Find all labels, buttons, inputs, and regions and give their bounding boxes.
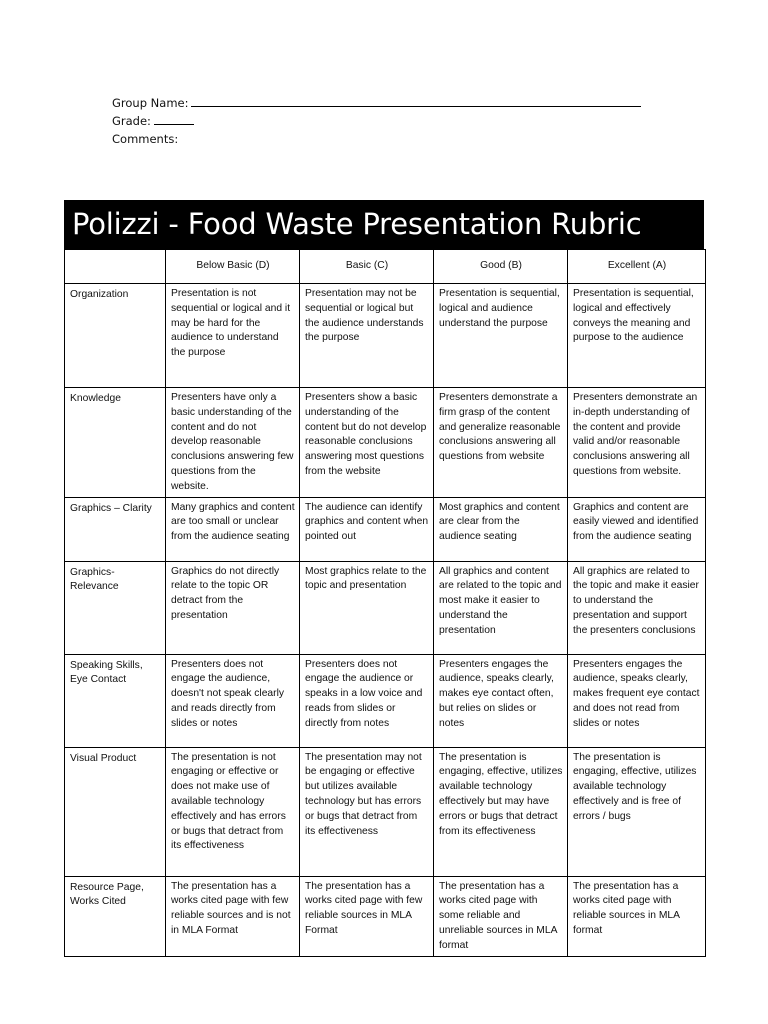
grade-label: Grade: (112, 114, 151, 128)
rubric-cell: Most graphics relate to the topic and presentation (300, 561, 434, 654)
table-row (65, 497, 706, 561)
rubric-cell: The presentation has a works cited page with few reliable sources in MLA Format (300, 876, 434, 956)
criterion-cell: Visual Product (65, 747, 166, 876)
group-name-field (112, 94, 641, 112)
group-name-label: Group Name: (112, 96, 189, 110)
table-header-row (65, 250, 706, 284)
column-header-basic: Basic (C) (300, 250, 434, 284)
rubric-cell: Many graphics and content are too small or unclear from the audience seating (166, 497, 300, 561)
rubric-cell: Presentation is sequential, logical and audience understand the purpose (434, 284, 568, 388)
rubric-cell: Most graphics and content are clear from the audience seating (434, 497, 568, 561)
rubric-cell: All graphics and content are related to the topic and most make it easier to understand the presentation (434, 561, 568, 654)
rubric-cell: Presenters demonstrate an in-depth understanding of the content and provide valid and/or reasonable conclusions answering all questions from website. (568, 388, 706, 498)
table-row (65, 388, 706, 498)
grade-field (112, 112, 641, 130)
criterion-cell: Knowledge (65, 388, 166, 498)
rubric (64, 200, 704, 957)
table-row (65, 654, 706, 747)
rubric-cell: The presentation is not engaging or effective or does not make use of available technology effectively and has errors or bugs that detract from its effectiveness (166, 747, 300, 876)
grade-blank[interactable] (154, 112, 194, 125)
rubric-cell: Presenters does not engage the audience, doesn't not speak clearly and reads directly from slides or notes (166, 654, 300, 747)
rubric-cell: The presentation may not be engaging or effective but utilizes available technology but has errors or bugs that detract from its effectiveness (300, 747, 434, 876)
comments-label: Comments: (112, 132, 179, 146)
criterion-cell: Organization (65, 284, 166, 388)
rubric-cell: Presentation is sequential, logical and effectively conveys the meaning and purpose to the audience (568, 284, 706, 388)
criterion-cell: Speaking Skills, Eye Contact (65, 654, 166, 747)
rubric-cell: Graphics do not directly relate to the topic OR detract from the presentation (166, 561, 300, 654)
criterion-cell: Resource Page, Works Cited (65, 876, 166, 956)
table-row (65, 747, 706, 876)
rubric-cell: All graphics are related to the topic and make it easier to understand the presentation and support the presenters conclusions (568, 561, 706, 654)
rubric-cell: Presenters engages the audience, speaks clearly, makes frequent eye contact and does not read from slides or notes (568, 654, 706, 747)
comments-field (112, 130, 641, 148)
column-header-criteria (65, 250, 166, 284)
header-fields (112, 94, 641, 148)
table-row (65, 561, 706, 654)
rubric-cell: Graphics and content are easily viewed and identified from the audience seating (568, 497, 706, 561)
rubric-cell: Presenters engages the audience, speaks clearly, makes eye contact often, but relies on slides or notes (434, 654, 568, 747)
rubric-cell: Presenters have only a basic understanding of the content and do not develop reasonable conclusions answering few questions from the website. (166, 388, 300, 498)
rubric-cell: The presentation has a works cited page with some reliable and unreliable sources in MLA format (434, 876, 568, 956)
rubric-cell: Presenters show a basic understanding of the content but do not develop reasonable conclusions answering most questions from the website (300, 388, 434, 498)
rubric-cell: Presentation is not sequential or logical and it may be hard for the audience to understand the purpose (166, 284, 300, 388)
criterion-cell: Graphics – Clarity (65, 497, 166, 561)
table-row (65, 876, 706, 956)
rubric-cell: Presentation may not be sequential or logical but the audience understands the purpose (300, 284, 434, 388)
rubric-cell: The presentation has a works cited page with few reliable sources and is not in MLA Format (166, 876, 300, 956)
table-row (65, 284, 706, 388)
column-header-good: Good (B) (434, 250, 568, 284)
rubric-cell: Presenters demonstrate a firm grasp of the content and generalize reasonable conclusions answering all questions from website (434, 388, 568, 498)
rubric-cell: The presentation is engaging, effective, utilizes available technology effectively but may have errors or bugs that detract from its effectiveness (434, 747, 568, 876)
rubric-cell: The presentation is engaging, effective, utilizes available technology effectively and is free of errors / bugs (568, 747, 706, 876)
rubric-cell: The audience can identify graphics and content when pointed out (300, 497, 434, 561)
rubric-title: Polizzi - Food Waste Presentation Rubric (64, 200, 704, 249)
column-header-excellent: Excellent (A) (568, 250, 706, 284)
rubric-table (64, 249, 706, 957)
rubric-cell: Presenters does not engage the audience or speaks in a low voice and reads from slides or directly from notes (300, 654, 434, 747)
rubric-cell: The presentation has a works cited page with reliable sources in MLA format (568, 876, 706, 956)
criterion-cell: Graphics- Relevance (65, 561, 166, 654)
group-name-blank[interactable] (191, 94, 641, 107)
column-header-below-basic: Below Basic (D) (166, 250, 300, 284)
